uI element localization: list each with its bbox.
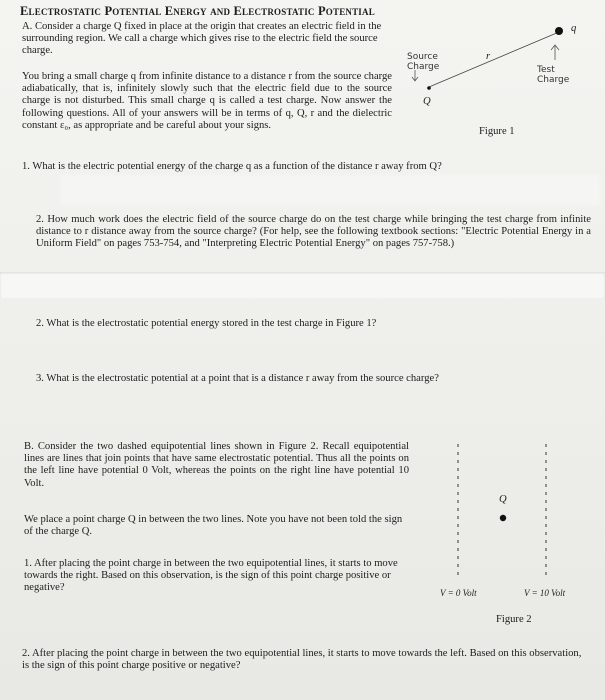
handwritten-source-charge: Source Charge xyxy=(407,52,440,72)
part-a-question-2: 2. How much work does the electric field of the source charge do on the test charge while bringing the test charge from infinite distance to r distance away from the source charge? (For help, see the following textbook sections: "Electric Potential Energy in a Uniform Field" on pages 753-754, and "Interpreting Electric Potential Energy" on pages 757-758.) xyxy=(36,214,591,250)
figure-2 xyxy=(450,440,560,590)
paper-fold xyxy=(0,272,605,298)
arrow-up-icon xyxy=(551,45,559,60)
test-charge-dot xyxy=(555,27,563,35)
figure-2-label-Q: Q xyxy=(499,494,507,505)
part-a-question-3: 3. What is the electrostatic potential at a point that is a distance r away from the source charge? xyxy=(36,373,439,384)
part-a-question-1: 1. What is the electric potential energy of the charge q as a function of the distance r away from Q? xyxy=(22,161,442,172)
figure-1-label-Q: Q xyxy=(423,96,431,107)
part-b-paragraph: We place a point charge Q in between the two lines. Note you have not been told the sign of the charge Q. xyxy=(24,514,403,538)
point-charge-dot xyxy=(500,515,506,521)
part-b-intro: B. Consider the two dashed equipotential lines shown in Figure 2. Recall equipotential lines are lines that join points that have same electrostatic potential. Thus all the points on the left line have potential 0 Volt, whereas the points on the right line have potential 10 Volt. xyxy=(24,441,409,489)
figure-1-label-q: q xyxy=(571,23,577,34)
figure-2-label-right: V = 10 Volt xyxy=(524,588,566,598)
part-a-question-2b: 2. What is the electrostatic potential energy stored in the test charge in Figure 1? xyxy=(36,318,377,329)
erased-answer-area xyxy=(60,175,600,205)
part-a-paragraph: You bring a small charge q from infinite distance to a distance r from the source charge adiabatically, that is, infinitely slowly such that the electric field due to the source charge is not disturbed. This small charge q is called a test charge. Now answer the following questions. All of your answers will be in terms of q, Q, r and the dielectric constant ε₀, as appropriate and be careful about your signs. xyxy=(22,71,392,131)
part-b-question-1: 1. After placing the point charge in between the two equipotential lines, it starts to move towards the right. Based on this observation, is the sign of this point charge positive or negative? xyxy=(24,558,398,594)
part-a-intro: A. Consider a charge Q fixed in place at the origin that creates an electric field in the surrounding region. We call a charge which gives rise to the electric field the source charge. xyxy=(22,21,382,57)
handwritten-test-charge: Test Charge xyxy=(537,65,570,85)
figure-1-caption: Figure 1 xyxy=(479,126,515,137)
page-title: Electrostatic Potential Energy and Electrostatic Potential xyxy=(20,4,375,18)
source-charge-dot xyxy=(427,86,431,90)
figure-2-caption: Figure 2 xyxy=(496,614,532,625)
part-b-question-2: 2. After placing the point charge in between the two equipotential lines, it starts to move towards the left. Based on this observation, is the sign of this point charge positive or negative? xyxy=(22,648,582,672)
figure-2-label-left: V = 0 Volt xyxy=(440,588,477,598)
figure-1-label-r: r xyxy=(486,51,491,62)
